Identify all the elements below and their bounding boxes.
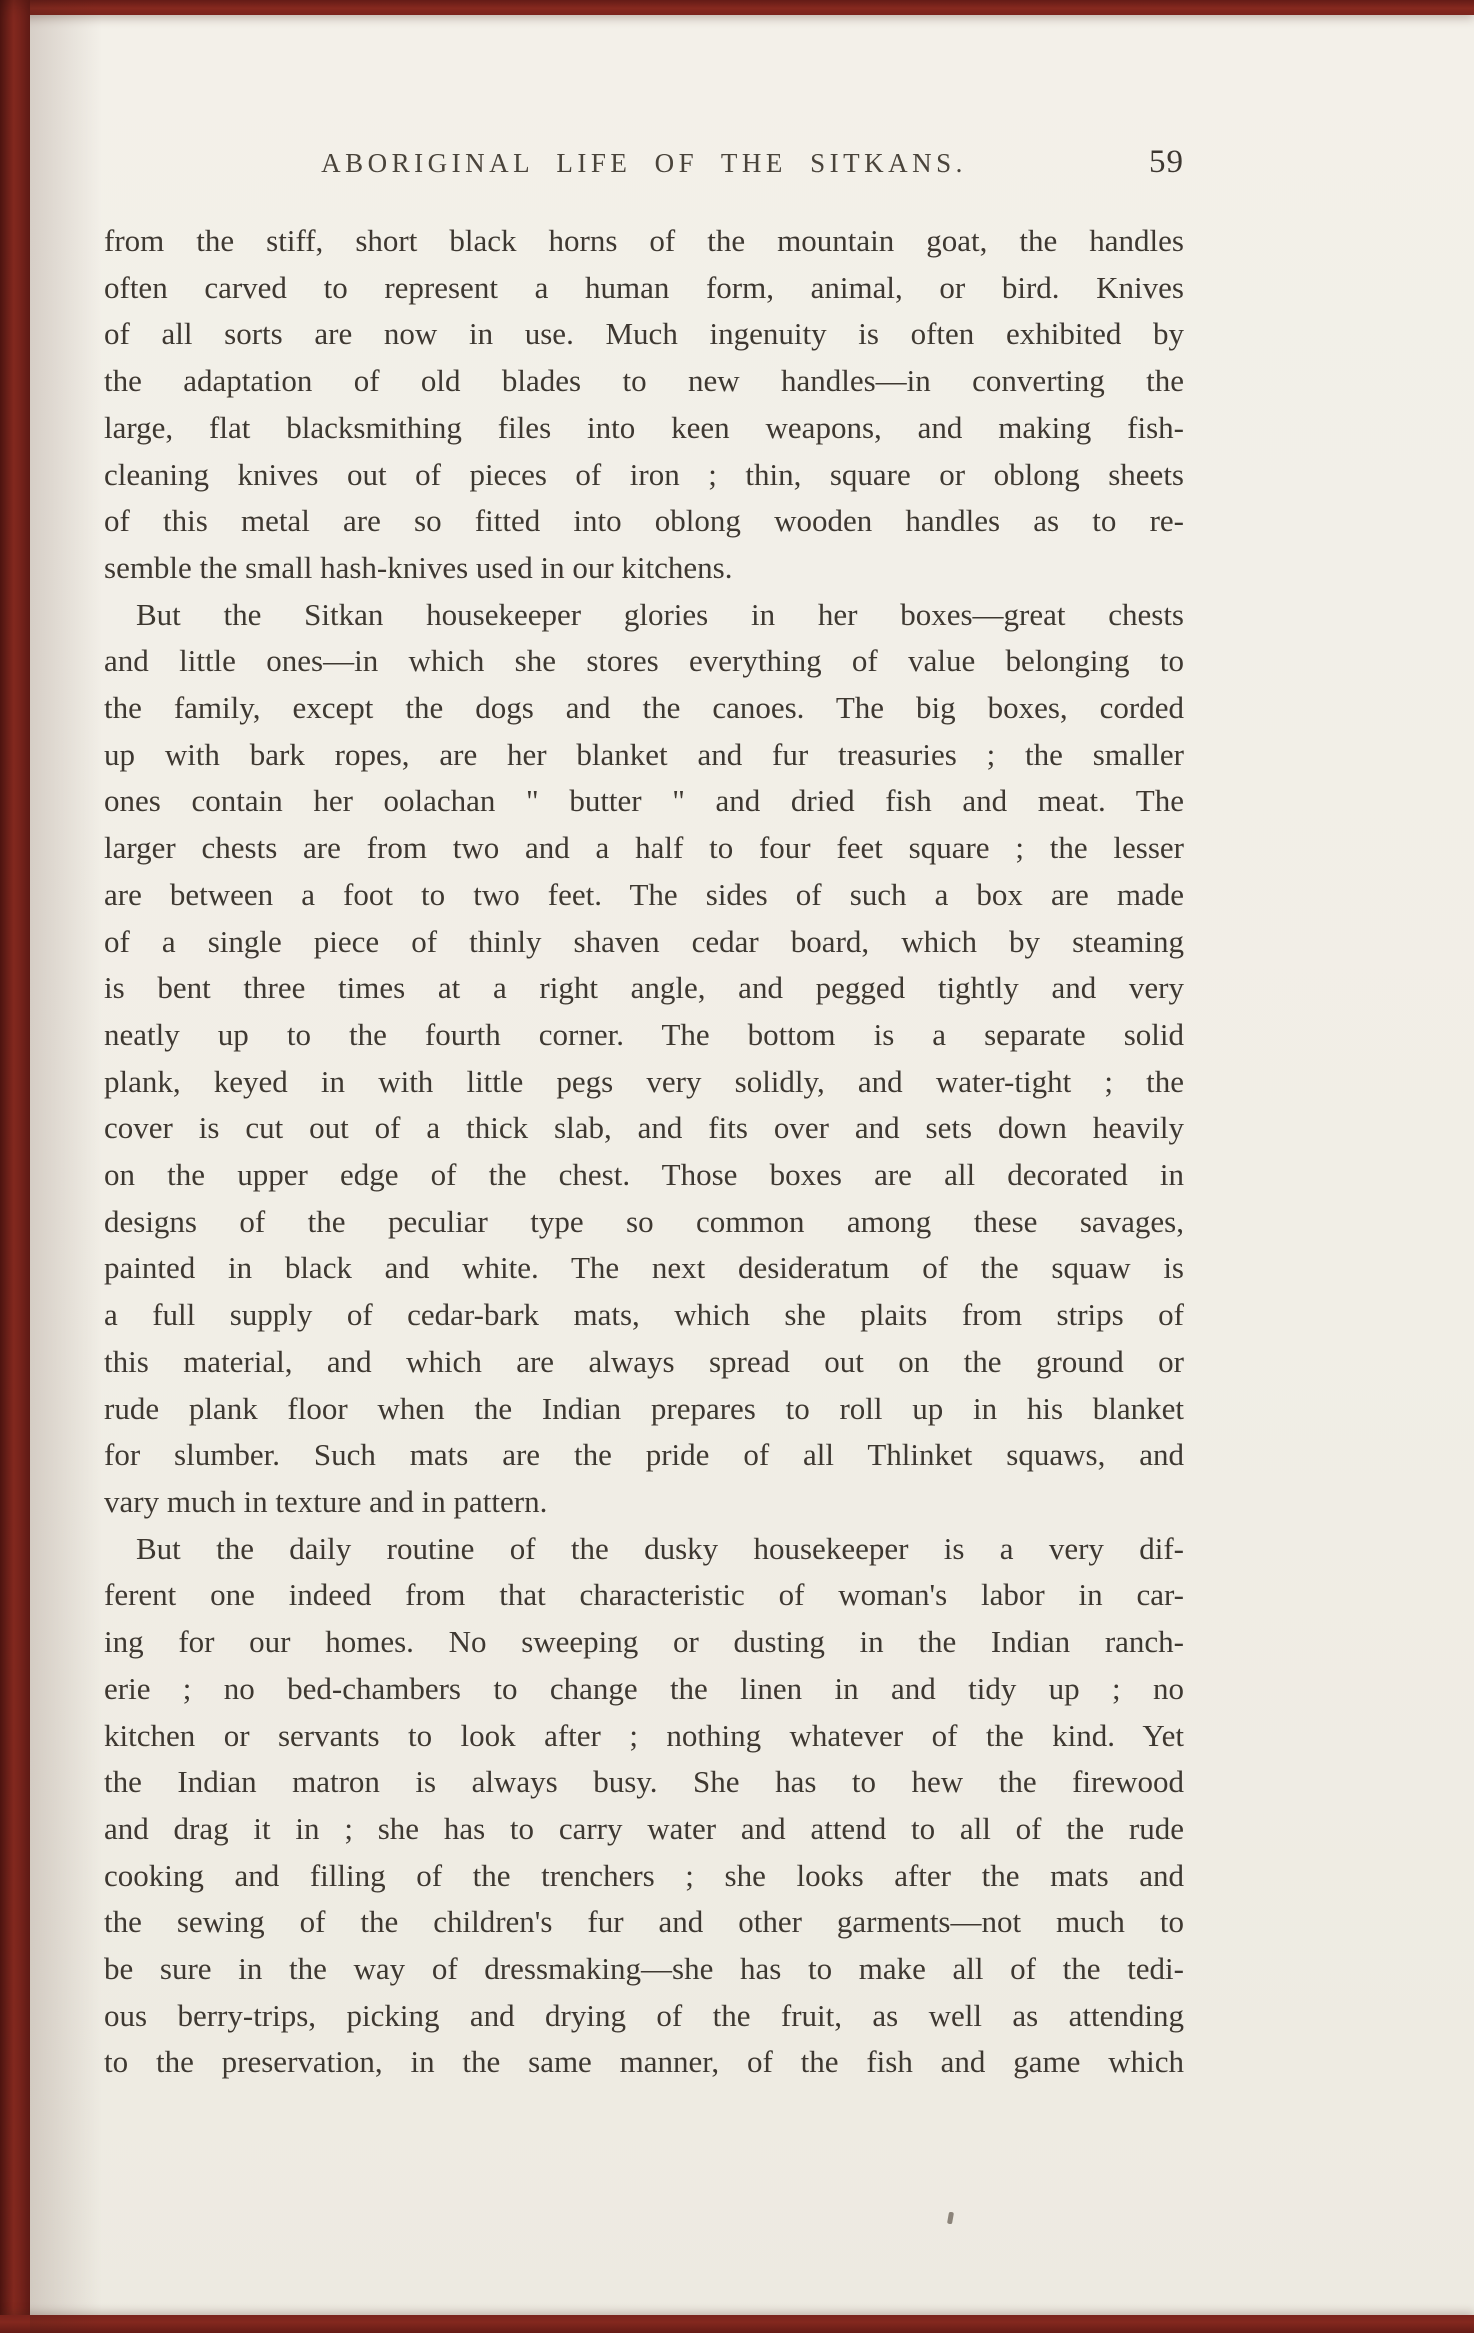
text-line: is bent three times at a right angle, and pegged tightly and very [104, 970, 1184, 1006]
text-line: semble the small hash-knives used in our kitchens. [104, 549, 733, 585]
text-line: a full supply of cedar-bark mats, which she plaits from strips of [104, 1297, 1184, 1333]
text-line: vary much in texture and in pattern. [104, 1483, 548, 1519]
text-line: erie ; no bed-chambers to change the linen in and tidy up ; no [104, 1670, 1184, 1706]
text-line: cover is cut out of a thick slab, and fits over and sets down heavily [104, 1110, 1184, 1146]
text-line: up with bark ropes, are her blanket and fur treasuries ; the smaller [104, 736, 1184, 772]
text-column [104, 0, 1184, 2086]
text-line: the adaptation of old blades to new handles—in converting the [104, 363, 1184, 399]
text-line: plank, keyed in with little pegs very solidly, and water-tight ; the [104, 1063, 1184, 1099]
text-line: and drag it in ; she has to carry water and attend to all of the rude [104, 1810, 1184, 1846]
text-line: ous berry-trips, picking and drying of the fruit, as well as attending [104, 1997, 1184, 2033]
text-line: ing for our homes. No sweeping or dusting in the Indian ranch- [104, 1624, 1184, 1660]
text-line: But the Sitkan housekeeper glories in her boxes—great chests [136, 596, 1184, 632]
book-edge-left [0, 0, 30, 2333]
text-line: of this metal are so fitted into oblong wooden handles as to re- [104, 503, 1184, 539]
text-line: for slumber. Such mats are the pride of all Thlinket squaws, and [104, 1437, 1184, 1473]
gutter-shadow [30, 0, 102, 2333]
text-line: the Indian matron is always busy. She has to hew the firewood [104, 1764, 1184, 1800]
text-line: But the daily routine of the dusky housekeeper is a very dif- [136, 1530, 1184, 1566]
paragraph [104, 1526, 1184, 2086]
text-line: on the upper edge of the chest. Those boxes are all decorated in [104, 1157, 1184, 1193]
text-line: be sure in the way of dressmaking—she has to make all of the tedi- [104, 1951, 1184, 1987]
text-line: ferent one indeed from that characteristic of woman's labor in car- [104, 1577, 1184, 1613]
text-line: and little ones—in which she stores everything of value belonging to [104, 643, 1184, 679]
text-line: are between a foot to two feet. The sides of such a box are made [104, 876, 1184, 912]
book-edge-bottom [0, 2315, 1474, 2333]
text-line: of all sorts are now in use. Much ingenuity is often exhibited by [104, 316, 1184, 352]
text-line: from the stiff, short black horns of the mountain goat, the handles [104, 223, 1184, 258]
text-line: painted in black and white. The next desideratum of the squaw is [104, 1250, 1184, 1286]
text-line: cooking and filling of the trenchers ; she looks after the mats and [104, 1857, 1184, 1893]
text-line: this material, and which are always spread out on the ground or [104, 1343, 1184, 1379]
text-line: larger chests are from two and a half to four feet square ; the lesser [104, 830, 1184, 866]
text-line: kitchen or servants to look after ; nothing whatever of the kind. Yet [104, 1717, 1184, 1753]
body-text [104, 218, 1184, 2086]
running-title: ABORIGINAL LIFE OF THE SITKANS. [321, 148, 967, 178]
text-line: cleaning knives out of pieces of iron ; thin, square or oblong sheets [104, 456, 1184, 492]
text-line: large, flat blacksmithing files into keen weapons, and making fish- [104, 409, 1184, 445]
text-line: of a single piece of thinly shaven cedar board, which by steaming [104, 923, 1184, 959]
paragraph [104, 592, 1184, 1526]
text-line: often carved to represent a human form, animal, or bird. Knives [104, 269, 1184, 305]
text-line: to the preservation, in the same manner, of the fish and game which [104, 2044, 1184, 2080]
text-line: ones contain her oolachan " butter " and dried fish and meat. The [104, 783, 1184, 819]
text-line: rude plank floor when the Indian prepares to roll up in his blanket [104, 1390, 1184, 1426]
text-line: the family, except the dogs and the canoes. The big boxes, corded [104, 690, 1184, 726]
page-header [104, 144, 1184, 190]
text-line: the sewing of the children's fur and other garments—not much to [104, 1904, 1184, 1940]
page-number: 59 [1149, 144, 1184, 180]
text-line: neatly up to the fourth corner. The bottom is a separate solid [104, 1016, 1184, 1052]
ink-mark-artifact [947, 2212, 954, 2225]
text-line: designs of the peculiar type so common among these savages, [104, 1203, 1184, 1239]
paragraph [104, 218, 1184, 592]
